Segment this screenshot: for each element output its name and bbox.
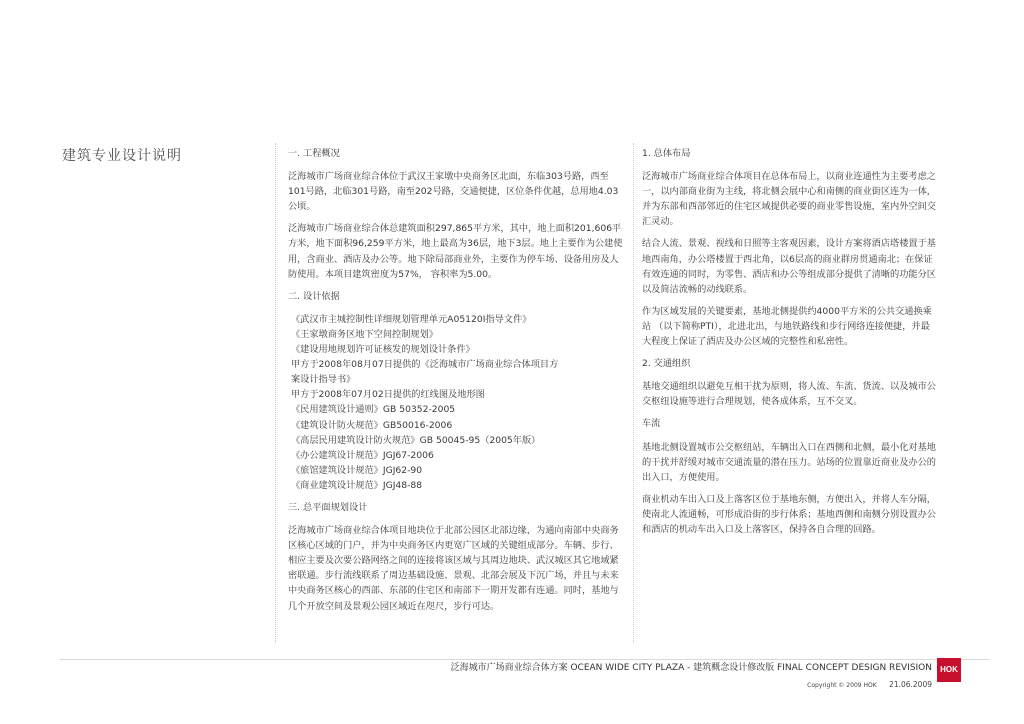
- reference-item: 甲方于2008年08月07日提供的《泛海城市广场商业综合体项目方: [291, 359, 559, 371]
- reference-item: 《武汉市主城控制性详细规划管理单元A05120I指导文件》: [291, 313, 532, 325]
- section-heading: 三. 总平面规划设计: [288, 501, 368, 513]
- footer-project-title: 泛海城市广场商业综合体方案 OCEAN WIDE CITY PLAZA - 建筑概念设计修改版 FINAL CONCEPT DESIGN REVISION: [450, 663, 932, 673]
- reference-item: 《高层民用建筑设计防火规范》GB 50045-95（2005年版）: [291, 434, 541, 446]
- paragraph: 泛海城市广场商业综合体总建筑面积297,865平方米，其中，地上面积201,606平方米，地下面积96,259平方米，地上最高为36层，地下3层。地上主要作为公建使用，含商业、酒店及办公等。地下除局部商业外，主要作为停车场、设备用房及人防使用。本项目建筑密度为57%， 容积率为5.00。: [288, 223, 623, 280]
- reference-item: 《商业建筑设计规范》JGJ48-88: [291, 479, 423, 491]
- footer-copyright: Copyright © 2009 HOK: [807, 682, 877, 689]
- paragraph: 基地北侧设置城市公交枢纽站，车辆出入口在西侧和北侧，最小化对基地的干扰并舒缓对城市交通流量的潜在压力。站场的位置靠近商业及办公的出入口，方便使用。: [642, 441, 936, 483]
- paragraph: 结合人流、景观、视线和日照等主客观因素，设计方案将酒店塔楼置于基地西南角，办公塔楼置于西北角，以6层高的商业群房贯通南北；在保证有效连通的同时，为零售、酒店和办公等组成部分提供了清晰的功能分区以及简洁流畅的动线联系。: [642, 238, 936, 295]
- paragraph: 泛海城市广场商业综合体项目在总体布局上，以商业连通性为主要考虑之一，以内部商业街为主线，将北侧会展中心和南侧的商业街区连为一体，并为东部和西部邻近的住宅区域提供必要的商业零售设施，室内外空间交汇灵动。: [642, 171, 936, 228]
- column-right: [642, 146, 937, 544]
- section-heading: 二. 设计依据: [288, 290, 340, 302]
- section-heading: 2. 交通组织: [642, 358, 691, 370]
- footer-meta: [807, 680, 932, 689]
- paragraph: 作为区域发展的关键要素，基地北侧提供约4000平方米的公共交通换乘站 （以下简称PTI），北进北出，与地铁路线和步行网络连接便捷，并最大程度上保证了酒店及办公区域的完整性和私密性。: [642, 305, 932, 348]
- column-left: [288, 146, 626, 621]
- logo-text: HOK: [940, 665, 958, 674]
- section-heading: 1. 总体布局: [642, 148, 691, 159]
- hok-logo: [937, 658, 961, 682]
- paragraph: 商业机动车出入口及上落客区位于基地东侧，方便出入，并将人车分隔，使南北人流通畅，可形成沿街的步行体系；基地西侧和南侧分别设置办公和酒店的机动车出入口及上落客区，保持各自合理的回路。: [642, 493, 936, 535]
- reference-item: 《王家墩商务区地下空间控制规划》: [291, 328, 438, 340]
- column-divider: [275, 143, 276, 643]
- section-heading: 车流: [642, 418, 661, 430]
- footer-date: 21.06.2009: [889, 680, 932, 689]
- reference-item: 案设计指导书》: [291, 374, 356, 386]
- paragraph: 泛海城市广场商业综合体位于武汉王家墩中央商务区北面，东临303号路，西至101号路，北临301号路，南至202号路，交通便捷，区位条件优越，总用地4.03公顷。: [288, 171, 619, 213]
- reference-list: [288, 312, 626, 493]
- reference-item: 甲方于2008年07月02日提供的红线图及地形图: [291, 389, 485, 401]
- reference-item: 《建设用地规划许可证核发的规划设计条件》: [291, 344, 475, 356]
- section-heading: 一. 工程概况: [288, 148, 340, 159]
- reference-item: 《旅馆建筑设计规范》JGJ62-90: [291, 464, 423, 476]
- column-divider: [633, 143, 634, 643]
- page-title: 建筑专业设计说明: [62, 148, 182, 164]
- reference-item: 《建筑设计防火规范》GB50016-2006: [291, 419, 453, 431]
- paragraph: 基地交通组织以避免互相干扰为原则，将人流、车流、货流、以及城市公交枢纽设施等进行合理规划，使各成体系，互不交叉。: [642, 381, 936, 408]
- reference-item: 《民用建筑设计通则》GB 50352-2005: [291, 404, 456, 416]
- reference-item: 《办公建筑设计规范》JGJ67-2006: [291, 449, 434, 461]
- paragraph: 泛海城市广场商业综合体项目地块位于北部公园区北部边缘，为通向南部中央商务区核心区域的门户，并为中央商务区内更宽广区域的关键组成部分。车辆、步行、相应主要及次要公路网络之间的连接将该区域与其周边地块、武汉城区其它地域紧密联通。步行流线联系了周边基础设施、景观、北部会展及下沉广场，并且与未来中央商务区核心的西部、东部的住宅区和南部下一期开发都有连通。同时，基地与几个开放空间及景观公园区域近在咫尺，步行可达。: [288, 525, 619, 612]
